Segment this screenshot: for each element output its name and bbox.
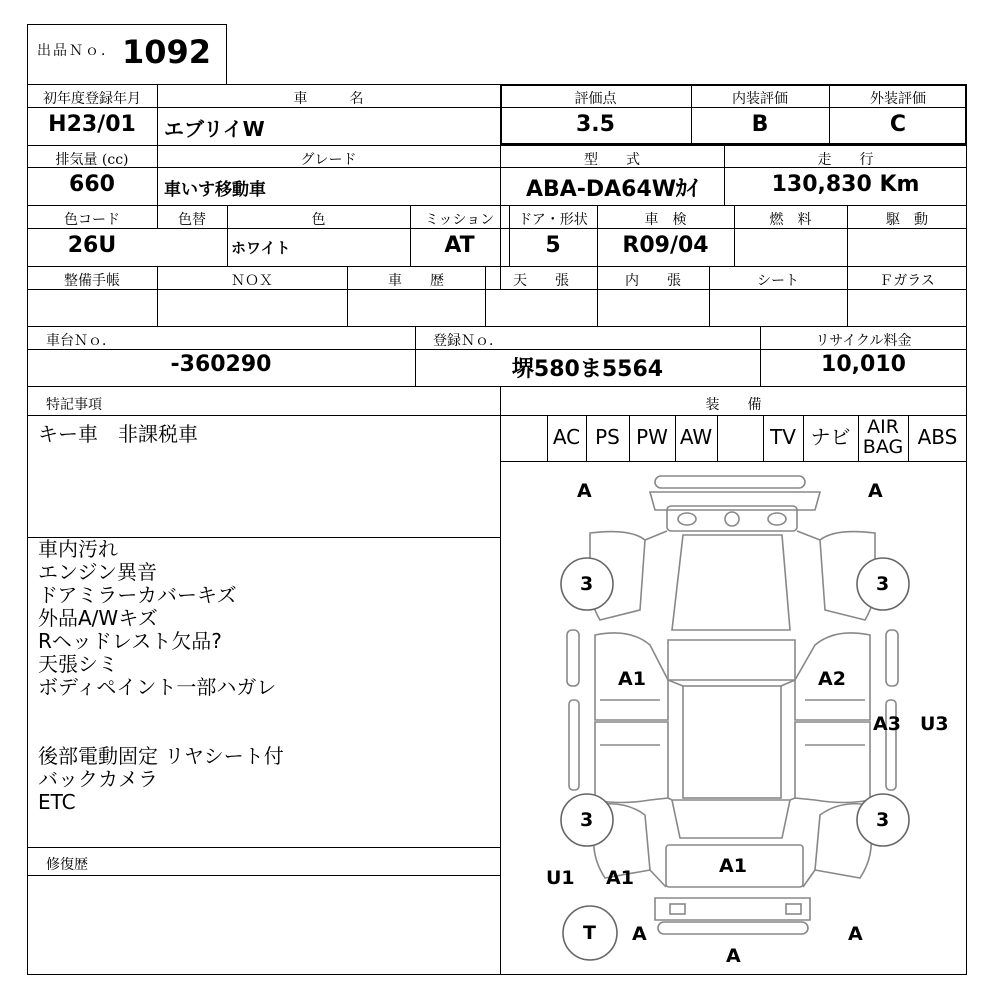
mileage-label: 走 行 (817, 152, 874, 168)
transmission-value: AT (444, 233, 475, 258)
damage-bottom-left: A (632, 923, 647, 945)
repair-label: 修復歴 (46, 857, 88, 873)
inspection-value: R09/04 (622, 233, 709, 258)
color-code-label: 色コード (64, 212, 120, 228)
car-name-value: エブリイW (164, 117, 265, 141)
damage-bottom-center: A (726, 945, 741, 967)
damage-tire-fl: 3 (580, 573, 594, 595)
displacement-value: 660 (69, 172, 115, 197)
nox-label: ＮＯＸ (231, 273, 273, 289)
history-label: 車 歴 (388, 273, 444, 289)
damage-tire-rl: 3 (580, 809, 594, 831)
inspection-label: 車 検 (644, 212, 687, 228)
chassis-value: -360290 (170, 352, 272, 377)
displacement-label: 排気量 (cc) (55, 152, 129, 168)
score-label: 評価点 (574, 91, 617, 107)
recycle-label: リサイクル料金 (815, 333, 912, 349)
equipment-abs: ABS (917, 425, 958, 449)
damage-rear-left-u1: U1 (546, 867, 575, 889)
mileage-value: 130,830 Km (771, 172, 920, 197)
hline (27, 266, 967, 267)
hline (27, 205, 967, 206)
glass-label: Ｆガラス (879, 273, 935, 289)
note-line: ドアミラーカバーキズ (38, 583, 237, 607)
note-line: 天張シミ (38, 652, 118, 676)
note-line: ボディペイント一部ハガレ (38, 675, 277, 699)
car-name-label: 車 名 (293, 91, 364, 107)
damage-front-left: A (577, 480, 592, 502)
damage-spare-tire: T (583, 922, 596, 944)
hline (27, 847, 501, 848)
note-line: 車内汚れ (38, 537, 118, 561)
seat-label: シート (757, 273, 799, 289)
damage-tire-fr: 3 (876, 573, 890, 595)
reg-date-value: H23/01 (48, 112, 136, 137)
color-value: ホワイト (231, 239, 291, 257)
damage-right-front-door: A2 (818, 668, 846, 690)
recycle-value: 10,010 (821, 352, 906, 377)
damage-left-front-door: A1 (618, 668, 646, 690)
interior-label: 内装評価 (732, 91, 788, 107)
interior-value: B (751, 112, 769, 137)
lot-label: 出品Ｎｏ． (37, 43, 117, 59)
plate-value: 堺580ま5564 (511, 357, 664, 382)
model-label: 型 式 (584, 152, 640, 168)
score-value: 3.5 (576, 112, 615, 137)
door-value: 5 (545, 233, 561, 258)
equipment-ps: PS (595, 425, 620, 449)
equipment-airbag: AIR BAG (862, 416, 904, 458)
grade-value: 車いす移動車 (164, 180, 266, 200)
note-line (38, 722, 284, 745)
color-label: 色 (311, 212, 326, 228)
hline (27, 386, 967, 387)
door-label: ドア・形状 (518, 212, 588, 228)
lot-number: 1092 (122, 33, 212, 71)
equipment-label: 装 備 (705, 397, 762, 413)
damage-rear-center-a1: A1 (719, 855, 747, 877)
damage-rear-left-a1: A1 (606, 867, 634, 889)
vline (717, 415, 718, 461)
equipment-ac: AC (552, 425, 581, 449)
damage-front-right: A (868, 480, 883, 502)
model-value: ABA-DA64Wｶｲ (525, 177, 699, 202)
notes-top: キー車 非課税車 (38, 422, 198, 446)
color-code-value: 26U (67, 233, 117, 258)
hline (27, 875, 501, 876)
note-line: バックカメラ (38, 767, 158, 791)
interior-trim-label: 内 張 (625, 273, 681, 289)
ceiling-label: 天 張 (513, 273, 569, 289)
damage-bottom-right: A (848, 923, 863, 945)
equipment-aw: AW (679, 425, 713, 449)
repaint-label: 色替 (178, 212, 206, 228)
drive-label: 駆 動 (886, 212, 928, 228)
damage-right-rear-u3: U3 (920, 713, 949, 735)
equipment-pw: PW (636, 425, 668, 449)
transmission-label: ミッション (424, 212, 495, 228)
note-line: Rヘッドレスト欠品? (38, 629, 222, 653)
exterior-label: 外装評価 (870, 91, 926, 107)
notes-label: 特記事項 (46, 397, 102, 413)
exterior-value: C (889, 112, 907, 137)
damage-tire-rr: 3 (876, 809, 890, 831)
plate-label: 登録Ｎｏ． (433, 333, 503, 349)
grade-label: グレード (300, 152, 357, 168)
reg-date-label: 初年度登録年月 (43, 91, 141, 107)
notes-bottom-list (38, 538, 284, 814)
manual-label: 整備手帳 (64, 273, 120, 289)
chassis-label: 車台Ｎｏ． (46, 333, 116, 349)
equipment-navi: ナビ (810, 425, 851, 449)
note-line: エンジン異音 (38, 560, 157, 584)
note-line: 外品A/Wキズ (38, 606, 158, 630)
note-line: ETC (38, 790, 76, 814)
note-line: 後部電動固定 リヤシート付 (38, 744, 284, 768)
hline (27, 145, 967, 146)
hline (27, 326, 967, 327)
damage-right-rear-a3: A3 (873, 713, 901, 735)
note-line (38, 699, 284, 722)
equipment-tv: TV (770, 425, 796, 449)
fuel-label: 燃 料 (769, 212, 812, 228)
